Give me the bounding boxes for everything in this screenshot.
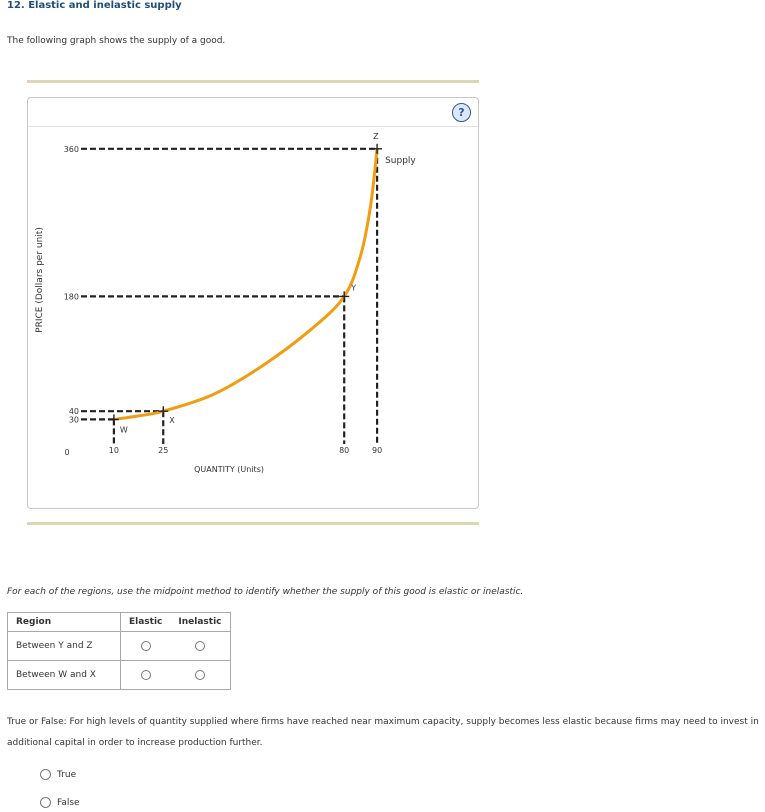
radio-wx-elastic[interactable] <box>141 670 151 680</box>
y-tick-label: 360 <box>63 144 79 154</box>
header-region: Region <box>8 613 121 632</box>
y-tick-label: 30 <box>68 415 79 425</box>
origin-label: 0 <box>64 448 70 457</box>
divider-top <box>27 80 479 83</box>
y-tick-label: 40 <box>68 407 79 417</box>
radio-yz-inelastic[interactable] <box>195 641 205 651</box>
divider-bottom <box>27 522 479 525</box>
graph-panel <box>27 97 479 509</box>
option-true-label: True <box>57 770 77 780</box>
radio-wx-inelastic[interactable] <box>195 670 205 680</box>
table-row <box>8 632 231 661</box>
x-axis-label: QUANTITY (Units) <box>194 465 264 474</box>
option-false-label: False <box>57 798 80 808</box>
true-false-question: True or False: For high levels of quantity supplied where firms have reached near maximum capacity, supply becomes less elastic because firms may need to invest in additional capital in order to increase production further. <box>7 717 759 748</box>
point-marker-z <box>372 144 382 154</box>
header-elastic: Elastic <box>121 613 171 632</box>
instructions: For each of the regions, use the midpoint method to identify whether the supply of this good is elastic or inelastic. <box>7 587 524 597</box>
point-label-w: W <box>119 425 128 435</box>
option-true[interactable] <box>40 769 76 780</box>
header-inelastic: Inelastic <box>170 613 230 632</box>
x-tick-label: 80 <box>339 446 350 455</box>
point-label-y: Y <box>351 283 357 293</box>
region-label: Between W and X <box>8 661 121 690</box>
supply-curve <box>114 149 377 420</box>
help-icon[interactable]: ? <box>452 103 471 122</box>
radio-yz-elastic[interactable] <box>141 641 151 651</box>
option-false[interactable] <box>40 797 80 808</box>
region-label: Between Y and Z <box>8 632 121 661</box>
table-row <box>8 661 231 690</box>
elasticity-table <box>7 612 231 690</box>
x-tick-label: 90 <box>372 446 383 455</box>
point-label-z: Z <box>373 131 379 141</box>
point-marker-w <box>109 414 119 424</box>
y-axis-label: PRICE (Dollars per unit) <box>35 227 45 333</box>
y-tick-label: 180 <box>63 292 79 302</box>
x-tick-label: 10 <box>108 446 119 455</box>
question-intro: The following graph shows the supply of a good. <box>7 36 226 46</box>
point-marker-x <box>158 406 168 416</box>
table-header-row <box>8 613 231 632</box>
point-label-x: X <box>169 416 175 426</box>
x-tick-label: 25 <box>158 446 169 455</box>
radio-true[interactable] <box>40 769 51 780</box>
question-title: 12. Elastic and inelastic supply <box>7 0 182 11</box>
series-label-supply: Supply <box>385 155 416 166</box>
supply-chart <box>28 98 478 508</box>
radio-false[interactable] <box>40 797 51 808</box>
